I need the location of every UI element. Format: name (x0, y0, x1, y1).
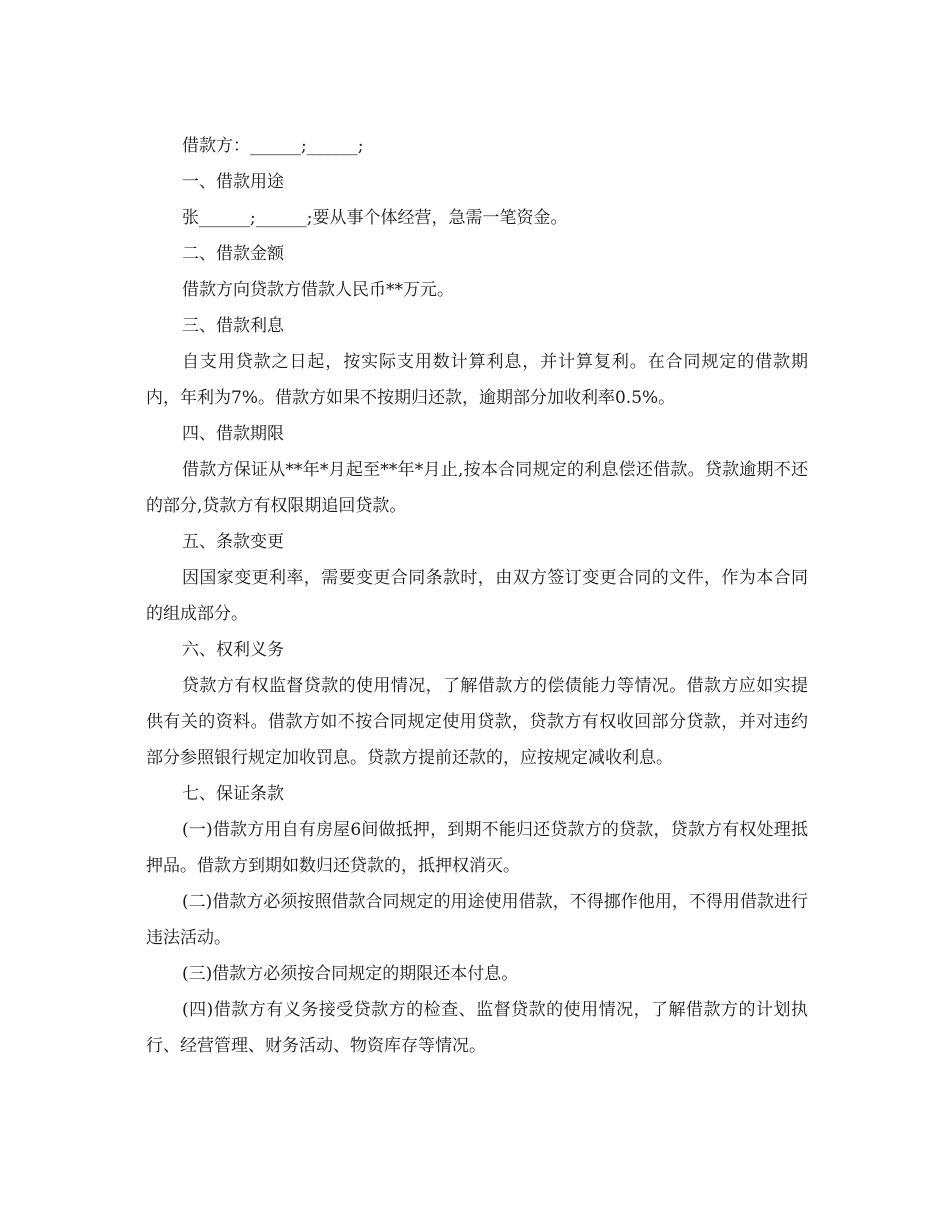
term-text: 借款方保证从**年*月起至**年*月止,按本合同规定的利息偿还借款。贷款逾期不还的部分,贷款方有权限期追回贷款。 (146, 460, 808, 516)
section-heading-interest: 三、借款利息 (182, 316, 284, 336)
rights-text: 贷款方有权监督贷款的使用情况，了解借款方的偿债能力等情况。借款方应如实提供有关的资料。借款方如不按合同规定使用贷款，贷款方有权收回部分贷款，并对违约部分参照银行规定加收罚息。贷款方提前还款的，应按规定减收利息。 (146, 676, 808, 768)
changes-text: 因国家变更利率，需要变更合同条款时，由双方签订变更合同的文件，作为本合同的组成部分。 (146, 568, 808, 624)
section-heading-rights: 六、权利义务 (182, 640, 284, 660)
section-heading-amount: 二、借款金额 (182, 244, 284, 264)
section-heading-guarantee: 七、保证条款 (182, 784, 284, 804)
document-body (146, 128, 808, 1064)
section-heading-purpose: 一、借款用途 (182, 172, 284, 192)
guarantee-clause-2: (二)借款方必须按照借款合同规定的用途使用借款，不得挪作他用，不得用借款进行违法活动。 (146, 892, 808, 948)
guarantee-clause-3: (三)借款方必须按合同规定的期限还本付息。 (182, 964, 519, 984)
guarantee-clause-1: (一)借款方用自有房屋6间做抵押，到期不能归还贷款方的贷款，贷款方有权处理抵押品。借款方到期如数归还贷款的，抵押权消灭。 (146, 820, 808, 876)
purpose-text: 张______;______;要从事个体经营，急需一笔资金。 (182, 208, 568, 228)
guarantee-clause-4: (四)借款方有义务接受贷款方的检查、监督贷款的使用情况，了解借款方的计划执行、经营管理、财务活动、物资库存等情况。 (146, 1000, 808, 1056)
section-heading-changes: 五、条款变更 (182, 532, 284, 552)
amount-text: 借款方向贷款方借款人民币**万元。 (182, 280, 454, 300)
interest-text: 自支用贷款之日起，按实际支用数计算利息，并计算复利。在合同规定的借款期内，年利为7%。借款方如果不按期归还款，逾期部分加收利率0.5%。 (146, 352, 808, 408)
borrower-line: 借款方：______;______; (182, 136, 364, 156)
section-heading-term: 四、借款期限 (182, 424, 284, 444)
